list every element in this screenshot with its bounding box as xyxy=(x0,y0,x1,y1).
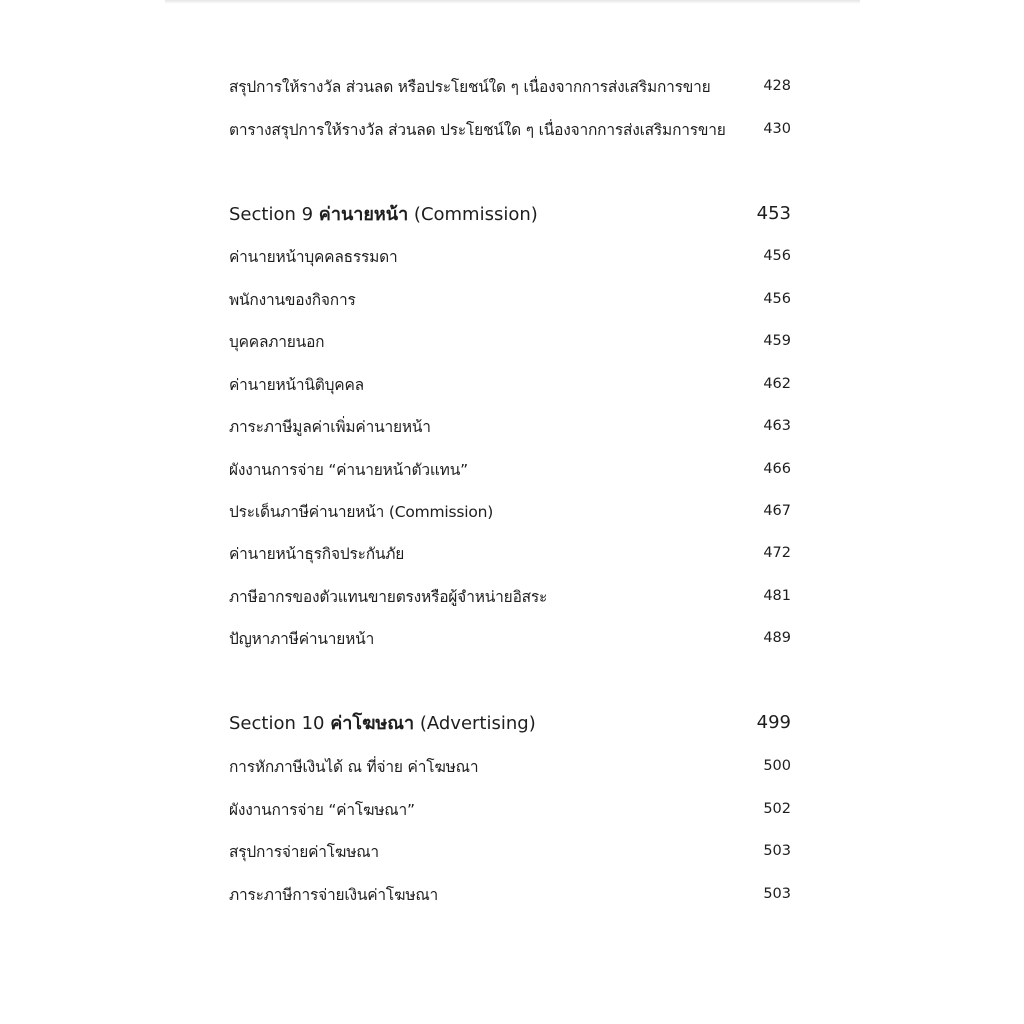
toc-entry xyxy=(229,539,791,567)
section-page: 453 xyxy=(756,202,791,224)
toc-entry-label: สรุปการให้รางวัล ส่วนลด หรือประโยชน์ใด ๆ เนื่องจากการส่งเสริมการขาย xyxy=(229,77,711,96)
section-english-title: (Commission) xyxy=(413,203,538,225)
toc-entry xyxy=(229,880,791,908)
toc-entry xyxy=(229,497,791,525)
toc-entry-label: ภาษีอากรของตัวแทนขายตรงหรือผู้จำหน่ายอิสระ xyxy=(229,587,548,606)
toc-entry-page: 459 xyxy=(763,333,791,349)
toc-entry xyxy=(229,327,791,355)
toc-entry-page: 503 xyxy=(763,886,791,902)
toc-entry-page: 502 xyxy=(763,801,791,817)
toc-entry xyxy=(229,624,791,652)
toc-entry-page: 472 xyxy=(763,545,791,561)
toc-entry xyxy=(229,285,791,313)
toc-entry-label: ค่านายหน้าบุคคลธรรมดา xyxy=(229,247,398,266)
toc-entry-page: 456 xyxy=(763,248,791,264)
toc-entry xyxy=(229,582,791,610)
toc-entry-label: การหักภาษีเงินได้ ณ ที่จ่าย ค่าโฆษณา xyxy=(229,757,479,776)
toc-entry xyxy=(229,370,791,398)
toc-entry-page: 462 xyxy=(763,376,791,392)
toc-entry-page: 456 xyxy=(763,291,791,307)
toc-entry-page: 481 xyxy=(763,588,791,604)
section-title xyxy=(229,708,536,737)
toc-entry xyxy=(229,115,791,143)
toc-entry-page: 463 xyxy=(763,418,791,434)
toc-entry-label: ผังงานการจ่าย “ค่านายหน้าตัวแทน” xyxy=(229,460,468,479)
section-page: 499 xyxy=(756,711,791,733)
toc-entry xyxy=(229,795,791,823)
section-heading-10 xyxy=(229,708,791,736)
page-top-edge xyxy=(165,0,860,4)
toc-entry-label: ประเด็นภาษีค่านายหน้า (Commission) xyxy=(229,502,494,521)
toc-entry-label: สรุปการจ่ายค่าโฆษณา xyxy=(229,842,379,861)
toc-entry xyxy=(229,242,791,270)
toc-entry-label: ค่านายหน้าธุรกิจประกันภัย xyxy=(229,544,405,563)
toc-entry-label: ปัญหาภาษีค่านายหน้า xyxy=(229,629,375,648)
toc-entry-page: 503 xyxy=(763,843,791,859)
toc-entry xyxy=(229,837,791,865)
toc-entry-label: ตารางสรุปการให้รางวัล ส่วนลด ประโยชน์ใด ๆ เนื่องจากการส่งเสริมการขาย xyxy=(229,120,726,139)
section-title xyxy=(229,199,538,228)
section-thai-title: ค่านายหน้า xyxy=(318,203,409,225)
toc-entry xyxy=(229,72,791,100)
section-prefix: Section 9 xyxy=(229,203,314,225)
toc-entry xyxy=(229,752,791,780)
toc-entry-label: ภาระภาษีการจ่ายเงินค่าโฆษณา xyxy=(229,885,439,904)
toc-entry-page: 466 xyxy=(763,461,791,477)
toc-entry-page: 500 xyxy=(763,758,791,774)
toc-entry-label: พนักงานของกิจการ xyxy=(229,290,356,309)
section-heading-9 xyxy=(229,199,791,227)
section-prefix: Section 10 xyxy=(229,712,325,734)
toc-entry-label: ภาระภาษีมูลค่าเพิ่มค่านายหน้า xyxy=(229,417,431,436)
toc-entry-page: 430 xyxy=(763,121,791,137)
section-thai-title: ค่าโฆษณา xyxy=(330,712,415,734)
toc-entry-page: 467 xyxy=(763,503,791,519)
toc-entry-page: 489 xyxy=(763,630,791,646)
toc-entry-label: ค่านายหน้านิติบุคคล xyxy=(229,375,364,394)
toc-entry xyxy=(229,455,791,483)
section-english-title: (Advertising) xyxy=(419,712,536,734)
toc-entry-label: บุคคลภายนอก xyxy=(229,332,325,351)
toc-entry-page: 428 xyxy=(763,78,791,94)
toc-entry-label: ผังงานการจ่าย “ค่าโฆษณา” xyxy=(229,800,415,819)
toc-entry xyxy=(229,412,791,440)
